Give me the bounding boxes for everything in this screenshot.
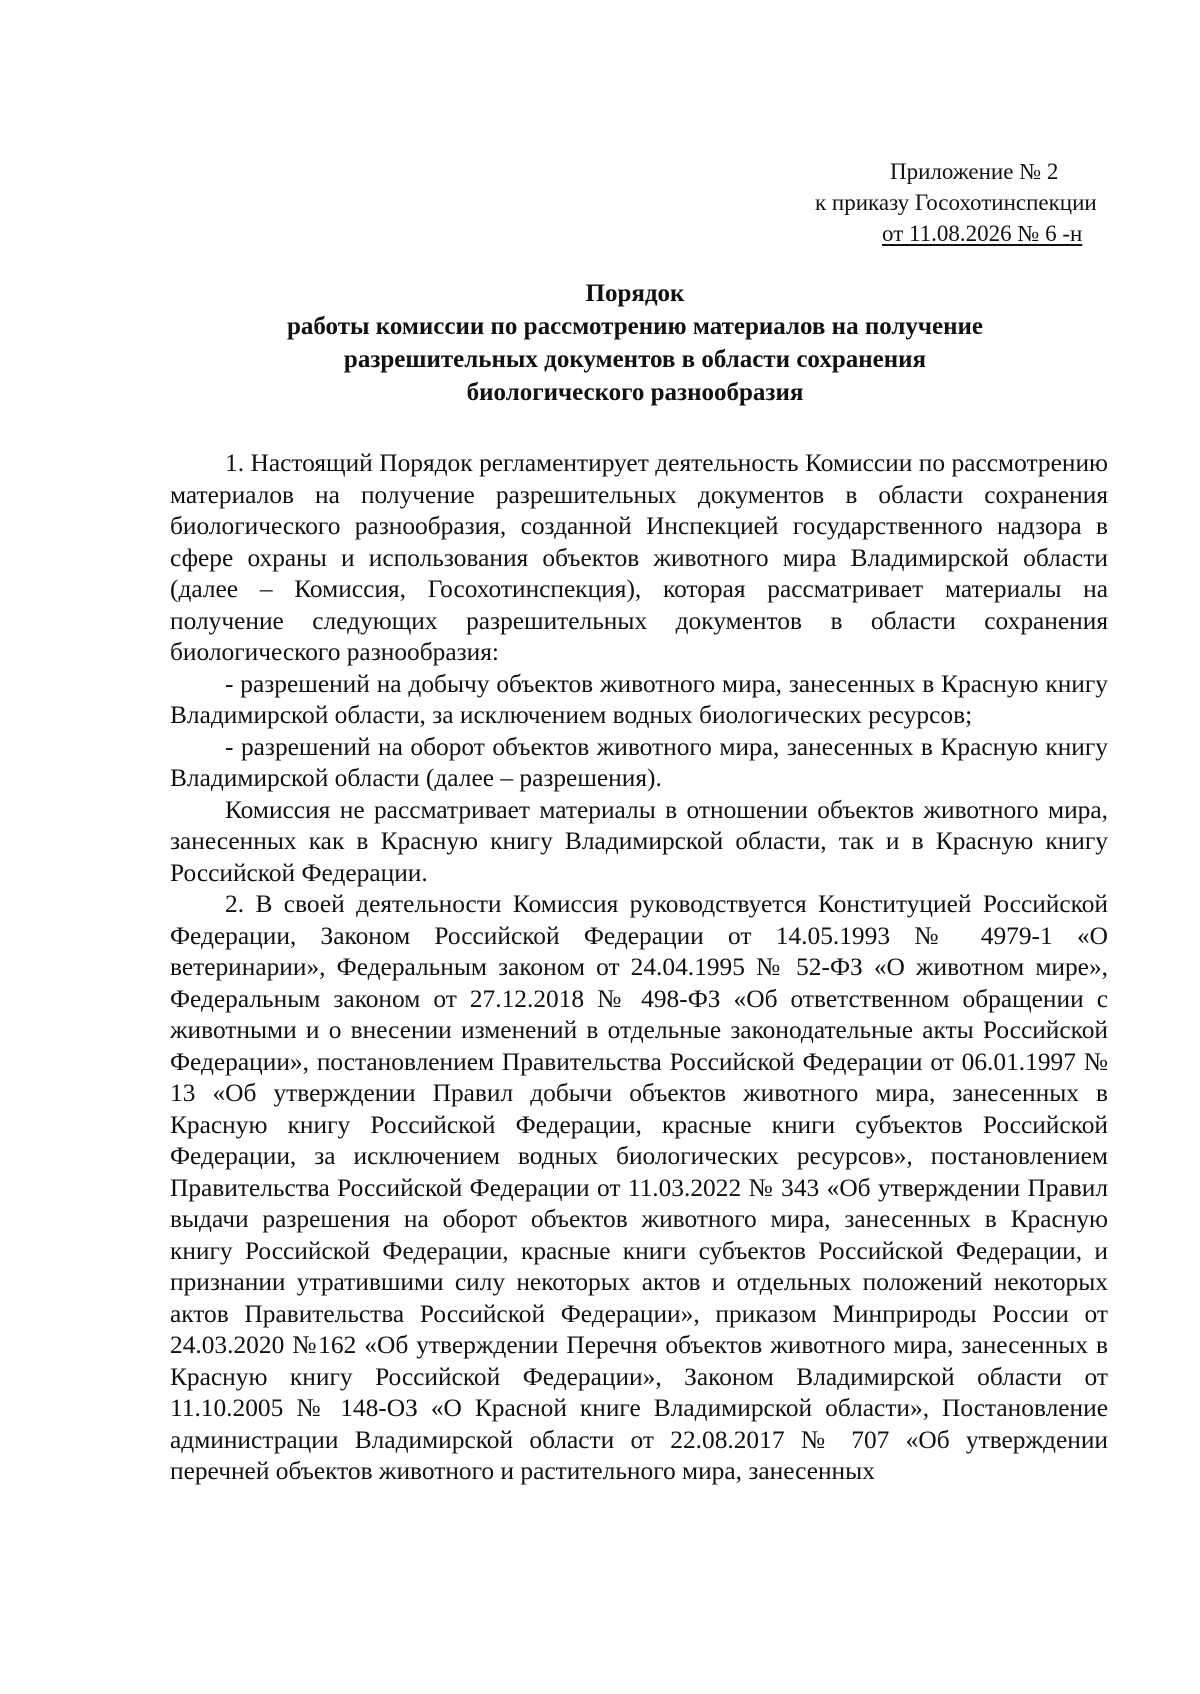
- appendix-order-ref: к приказу Госохотинспекции: [815, 190, 1097, 215]
- title-line-2: работы комиссии по рассмотрению материалов на получение: [286, 313, 984, 340]
- appendix-number: Приложение № 2: [890, 159, 1059, 184]
- list-item-hunting-permits: - разрешений на добычу объектов животного мира, занесенных в Красную книгу Владимирской области, за исключением водных биологических ресурсов;: [170, 669, 1108, 729]
- paragraph-exclusion: Комиссия не рассматривает материалы в отношении объектов животного мира, занесенных как в Красную книгу Владимирской области, так и в Красную книгу Российской Федерации.: [170, 795, 1108, 887]
- title-line-4: биологического разнообразия: [466, 379, 804, 406]
- appendix-order-date: от 11.08.2026 № 6 -н: [882, 221, 1083, 246]
- document-body: [170, 448, 1108, 1488]
- paragraph-2: 2. В своей деятельности Комиссия руководствуется Конституцией Российской Федерации, Законом Российской Федерации от 14.05.1993 № 4979-1 «О ветеринарии», Федеральным законом от 24.04.1995 № 52-ФЗ «О животном мире», Федеральным законом от 27.12.2018 № 498-ФЗ «Об ответственном обращении с животными и о внесении изменений в отдельные законодательные акты Российской Федерации», постановлением Правительства Российской Федерации от 06.01.1997 № 13 «Об утверждении Правил добычи объектов животного мира, занесенных в Красную книгу Российской Федерации, красные книги субъектов Российской Федерации, за исключением водных биологических ресурсов», постановлением Правительства Российской Федерации от 11.03.2022 № 343 «Об утверждении Правил выдачи разрешения на оборот объектов животного мира, занесенных в Красную книгу Российской Федерации, красные книги субъектов Российской Федерации, и признании утратившими силу некоторых актов и отдельных положений некоторых актов Правительства Российской Федерации», приказом Минприроды России от 24.03.2020 №162 «Об утверждении Перечня объектов животного мира, занесенных в Красную книгу Российской Федерации», Законом Владимирской области от 11.10.2005 № 148-ОЗ «О Красной книге Владимирской области», Постановление администрации Владимирской области от 22.08.2017 № 707 «Об утверждении перечней объектов животного и растительного мира, занесенных: [170, 890, 1108, 1485]
- document-title: [170, 277, 1100, 409]
- list-item-turnover-permits: - разрешений на оборот объектов животного мира, занесенных в Красную книгу Владимирской области (далее – разрешения).: [170, 732, 1108, 792]
- appendix-header: [790, 156, 1140, 249]
- paragraph-1: 1. Настоящий Порядок регламентирует деятельность Комиссии по рассмотрению материалов на получение разрешительных документов в области сохранения биологического разнообразия, созданной Инспекцией государственного надзора в сфере охраны и использования объектов животного мира Владимирской области (далее – Комиссия, Госохотинспекция), которая рассматривает материалы на получение следующих разрешительных документов в области сохранения биологического разнообразия:: [170, 449, 1108, 666]
- title-line-1: Порядок: [585, 280, 685, 307]
- title-line-3: разрешительных документов в области сохранения: [343, 346, 927, 373]
